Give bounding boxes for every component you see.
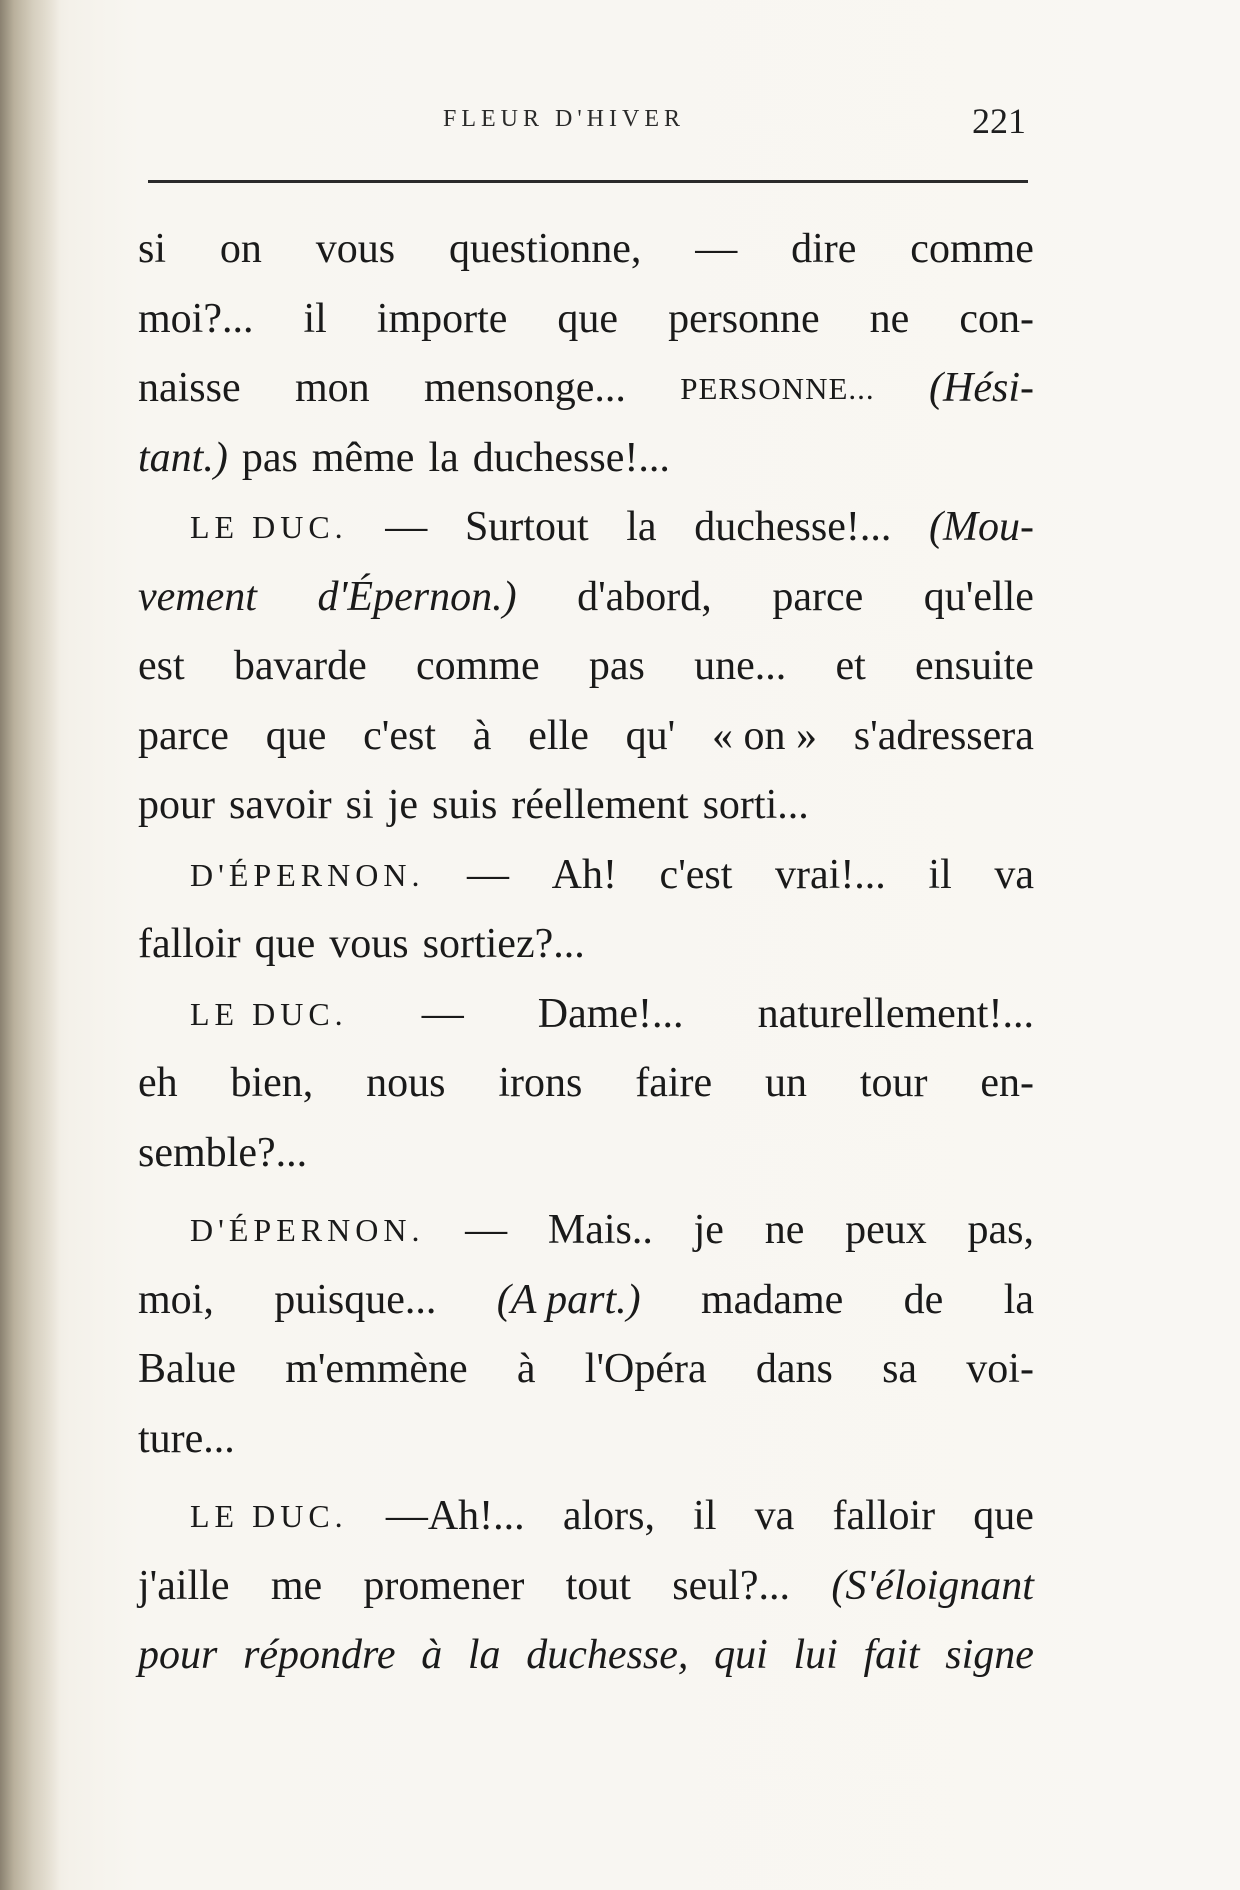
word: qu' [625, 712, 676, 759]
word: à [472, 712, 492, 759]
text-line [138, 424, 1034, 494]
text-line [138, 1266, 1034, 1336]
page-number: 221 [972, 101, 1026, 141]
word: sortiez?... [422, 921, 585, 967]
word: que [254, 921, 316, 967]
word: puisque... [274, 1276, 437, 1323]
word: promener [363, 1562, 525, 1609]
header-rule [148, 180, 1028, 183]
word: naturellement!... [757, 990, 1034, 1037]
word: un [764, 1060, 807, 1106]
word: importe [376, 295, 508, 342]
word: s'adressera [853, 712, 1034, 759]
word: parce [138, 712, 229, 759]
stage-direction: vement [138, 573, 257, 620]
text-line [138, 702, 1034, 772]
text-line [138, 354, 1034, 424]
paragraph-gap [138, 1474, 1034, 1482]
text-line [138, 1552, 1034, 1622]
word: vous [329, 921, 409, 967]
word: —Ah!... [385, 1493, 525, 1539]
word: ne [764, 1207, 805, 1253]
word: faire [635, 1060, 713, 1106]
word: seul?... [672, 1562, 791, 1609]
text-line [138, 215, 1034, 285]
word: Dame!... [537, 990, 684, 1037]
body-text [138, 215, 1034, 1691]
word: et [835, 643, 866, 689]
word: lui [793, 1632, 838, 1678]
text-line [138, 493, 1034, 563]
text-line [138, 285, 1034, 355]
text-line [138, 563, 1034, 633]
text-line [138, 1049, 1034, 1119]
word: mensonge... [424, 365, 626, 411]
word: duchesse, [526, 1632, 689, 1678]
word: duchesse!... [472, 434, 670, 481]
word: — [695, 226, 738, 272]
word: duchesse!... [694, 504, 892, 550]
word: bien, [230, 1060, 314, 1106]
text-line [138, 771, 1034, 841]
word: qui [714, 1632, 768, 1678]
stage-direction: tant.) [138, 434, 228, 481]
word: il [693, 1493, 717, 1539]
word: à [516, 1346, 536, 1392]
word: il [928, 851, 952, 898]
word: dans [755, 1346, 833, 1392]
word: que [557, 295, 619, 342]
stage-direction: (A part.) [496, 1276, 641, 1323]
word: naisse [138, 365, 241, 411]
word: signe [945, 1632, 1034, 1678]
word: que [265, 712, 327, 759]
word: suis [431, 782, 498, 828]
word: con- [959, 295, 1034, 342]
word: si [138, 226, 167, 272]
text-line [138, 910, 1034, 980]
word: Surtout [464, 504, 589, 550]
word: madame [701, 1276, 844, 1323]
word: on [219, 226, 262, 272]
word: savoir [229, 782, 332, 828]
word: mon [295, 365, 370, 411]
stage-direction: (Mou- [928, 504, 1034, 550]
word: sa [882, 1346, 918, 1392]
word: Ah! [551, 851, 617, 898]
word: une... [694, 643, 787, 689]
word: répondre [243, 1632, 396, 1678]
word: de [903, 1276, 944, 1323]
word: comme [910, 226, 1034, 272]
word: que [973, 1493, 1034, 1539]
word: ne [869, 295, 910, 342]
word: peux [845, 1207, 927, 1253]
text-line [138, 632, 1034, 702]
word: pour [138, 1632, 218, 1678]
word: va [754, 1493, 795, 1539]
word: — [465, 1207, 508, 1253]
page-gutter-shadow [0, 0, 60, 1890]
word: pas [241, 434, 298, 481]
word: fait [863, 1632, 920, 1678]
word: réellement [511, 782, 689, 828]
word: ture... [138, 1415, 235, 1462]
word: la [467, 1632, 501, 1678]
word: tour [859, 1060, 928, 1106]
word: Mais.. [547, 1207, 653, 1253]
text-line [138, 980, 1034, 1050]
word: falloir [832, 1493, 936, 1539]
text-line [138, 1621, 1034, 1691]
text-line [138, 1405, 1034, 1475]
word: en- [980, 1060, 1034, 1106]
word: — [421, 990, 464, 1037]
word: questionne, [448, 226, 642, 272]
word: voi- [966, 1346, 1034, 1392]
text-line [138, 1196, 1034, 1266]
word: moi?... [138, 295, 254, 342]
word: qu'elle [923, 573, 1034, 620]
word: sorti... [702, 782, 809, 828]
text-line [138, 1482, 1034, 1552]
speaker-name: LE DUC. [190, 995, 348, 1032]
word: c'est [363, 712, 437, 759]
word: pour [138, 782, 215, 828]
word: parce [772, 573, 864, 620]
word: la [428, 434, 459, 481]
word: vrai!... [775, 851, 886, 898]
word: me [270, 1562, 323, 1609]
speaker-name: LE DUC. [190, 509, 348, 545]
word: la [1003, 1276, 1034, 1323]
word: va [994, 851, 1034, 898]
word: c'est [659, 851, 733, 898]
word: à [421, 1632, 443, 1678]
word: je [387, 782, 418, 828]
stage-direction: (S'éloignant [831, 1562, 1034, 1609]
speaker-name: LE DUC. [190, 1498, 348, 1534]
word: si [345, 782, 374, 828]
word: Balue [138, 1346, 236, 1392]
paragraph-gap [138, 1188, 1034, 1196]
text-line [138, 841, 1034, 911]
word: tout [565, 1562, 631, 1609]
word: il [303, 295, 327, 342]
word: moi, [138, 1276, 214, 1323]
word: — [467, 851, 510, 898]
word: pas [588, 643, 645, 689]
stage-direction: (Hési- [929, 365, 1034, 411]
text-line [138, 1119, 1034, 1189]
running-title: FLEUR D'HIVER [443, 106, 685, 132]
page-header [148, 100, 1026, 140]
word: l'Opéra [584, 1346, 707, 1392]
word: eh [138, 1060, 178, 1106]
word: comme [416, 643, 540, 689]
word: « on » [712, 712, 817, 759]
text-line [138, 1335, 1034, 1405]
emphasis-word: PERSONNE... [680, 371, 875, 406]
word: m'emmène [285, 1346, 468, 1392]
word: même [311, 434, 415, 481]
stage-direction: d'Épernon.) [317, 573, 517, 620]
speaker-name: D'ÉPERNON. [190, 856, 425, 893]
word: — [385, 504, 428, 550]
word: elle [528, 712, 589, 759]
word: vous [315, 226, 396, 272]
word: je [693, 1207, 724, 1253]
word: personne [668, 295, 820, 342]
word: est [138, 643, 185, 689]
word: nous [366, 1060, 446, 1106]
word: irons [498, 1060, 583, 1106]
word: j'aille [138, 1562, 230, 1609]
word: alors, [562, 1493, 655, 1539]
speaker-name: D'ÉPERNON. [190, 1212, 425, 1248]
word: semble?... [138, 1129, 308, 1176]
word: la [626, 504, 657, 550]
word: d'abord, [577, 573, 712, 620]
word: bavarde [233, 643, 367, 689]
word: dire [791, 226, 857, 272]
word: pas, [967, 1207, 1034, 1253]
word: falloir [138, 921, 241, 967]
word: ensuite [914, 643, 1034, 689]
